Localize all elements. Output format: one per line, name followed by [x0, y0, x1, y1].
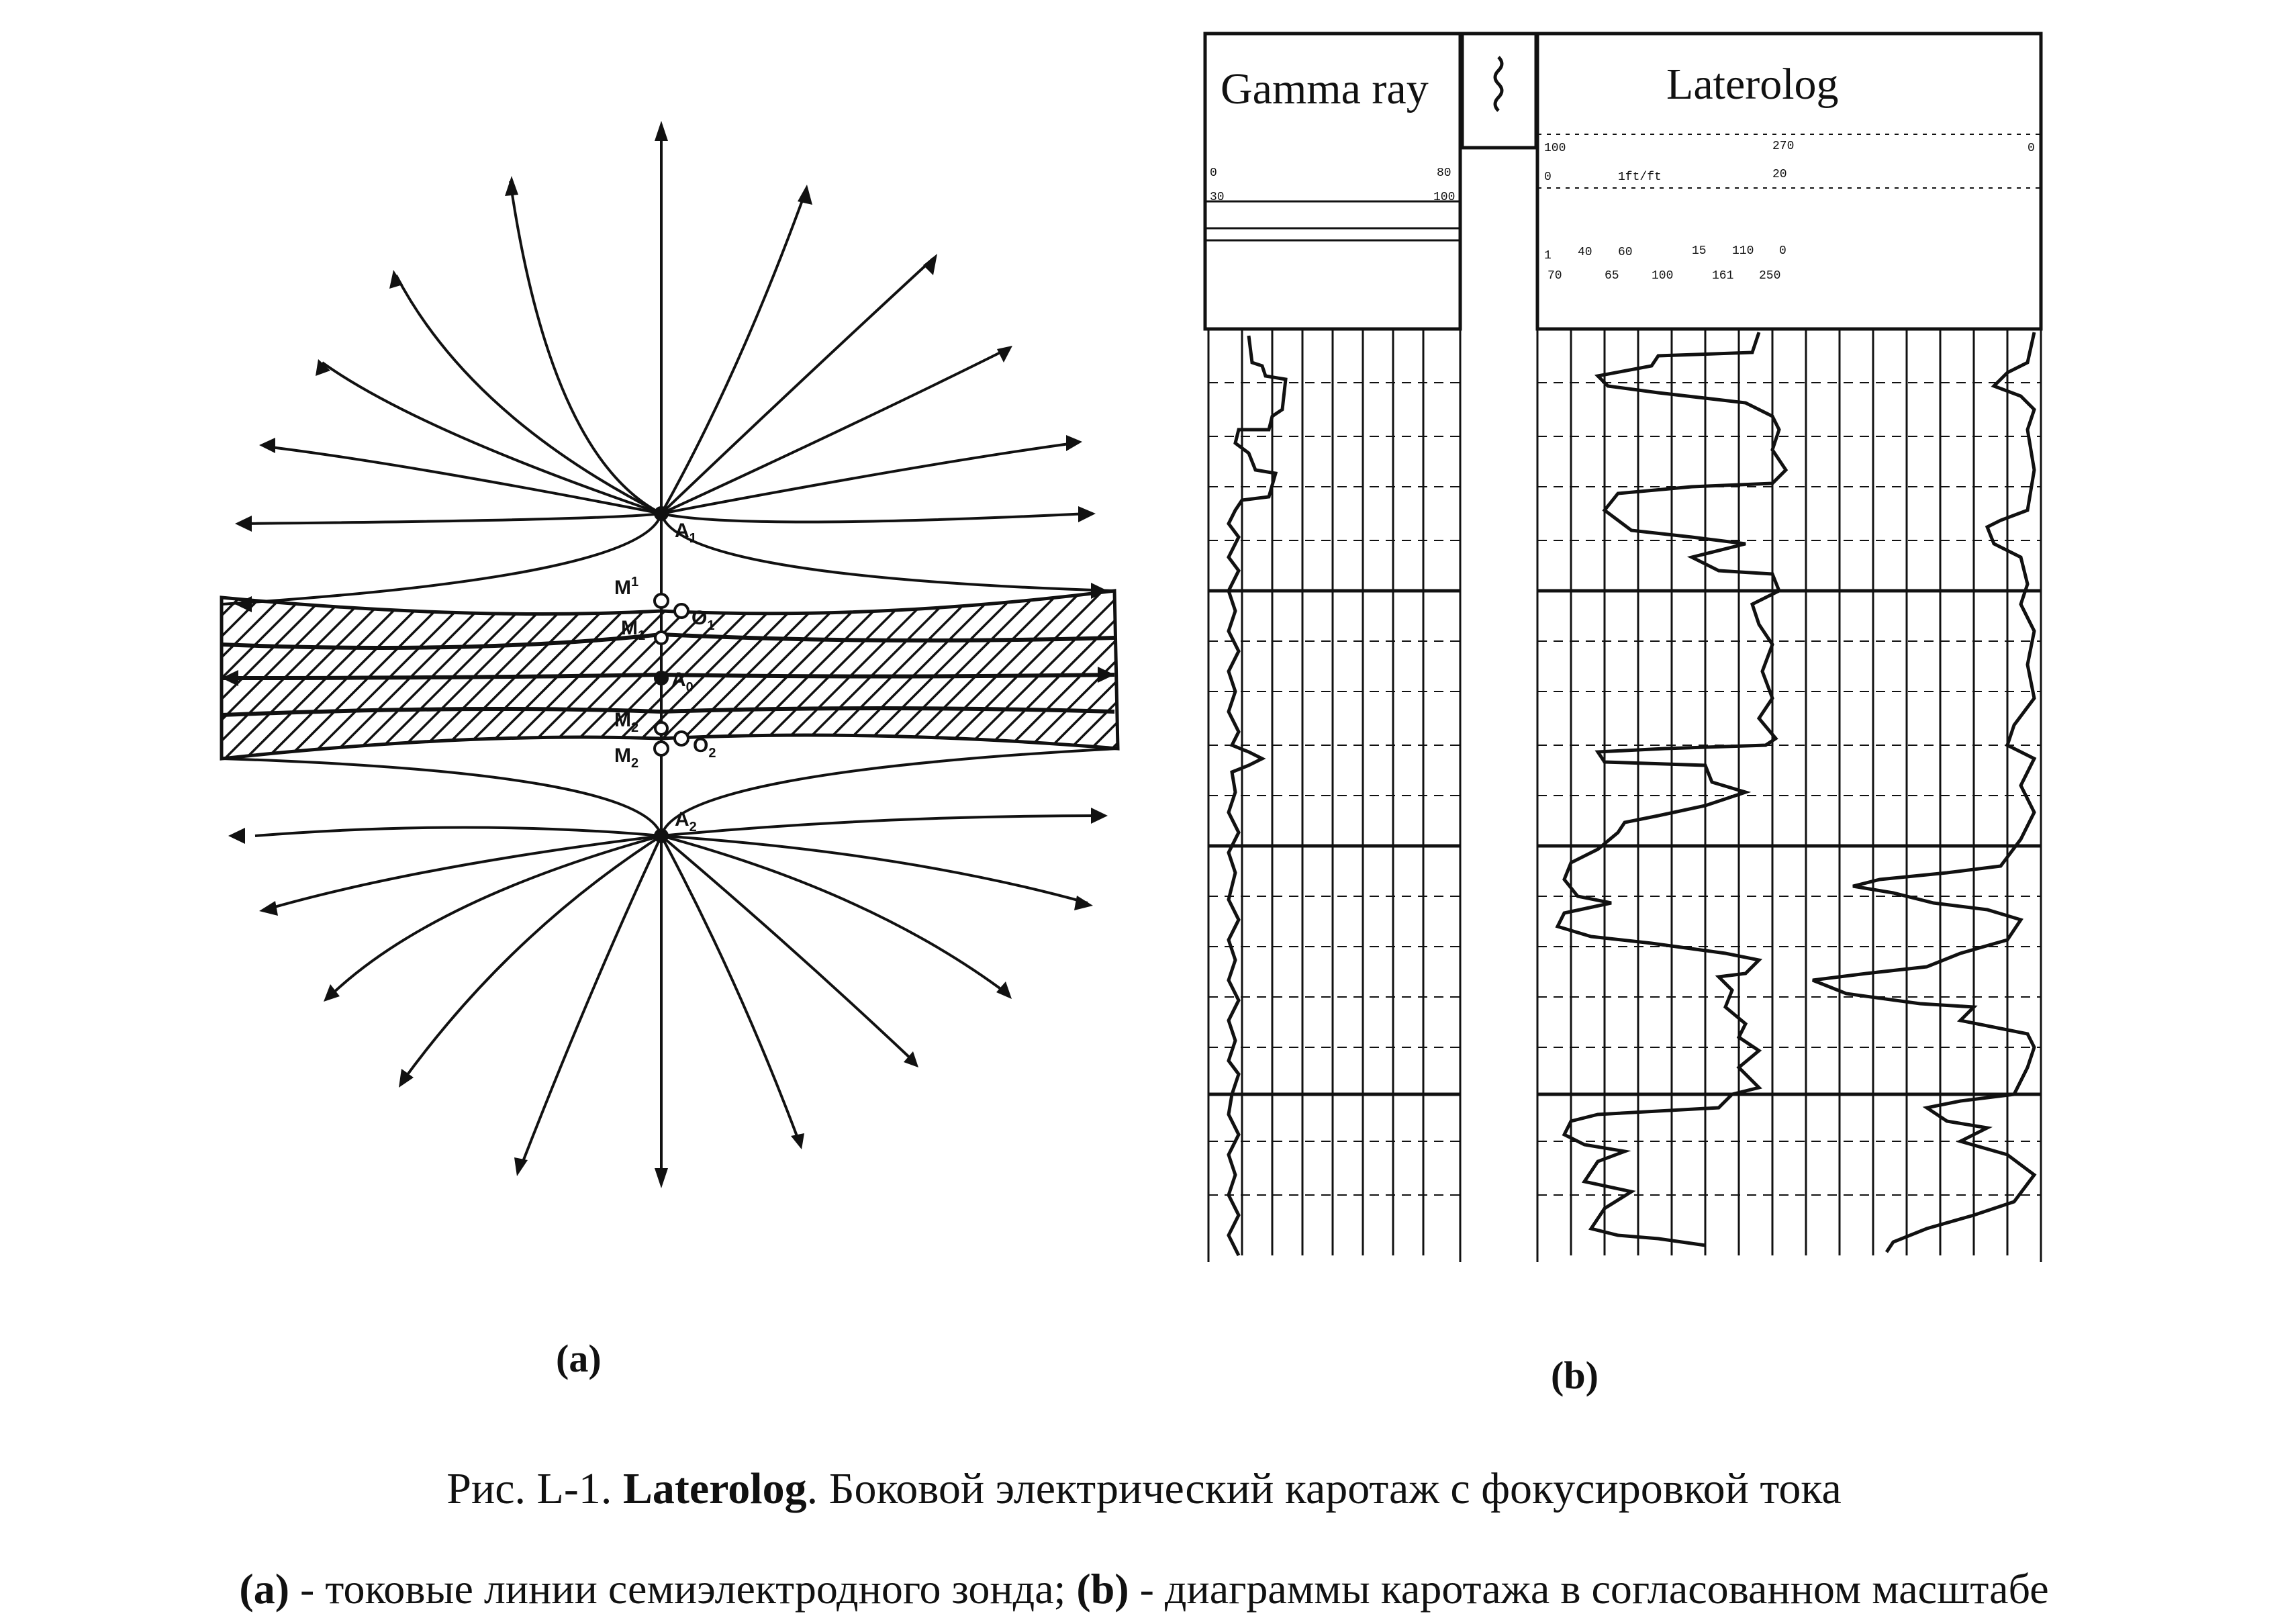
electrode-a0 — [655, 672, 667, 684]
laterolog-scale-text — [1544, 140, 2035, 283]
electrode-a1 — [655, 508, 667, 520]
gamma-ray-track-title: Gamma ray — [1221, 64, 1429, 113]
caption-text: . Боковой электрический каротаж с фокусировкой тока — [806, 1464, 1842, 1513]
label-o1: $O_1$ — [692, 607, 715, 633]
ll-tick2-5: 250 — [1759, 269, 1781, 283]
ll-tick-5: 110 — [1732, 244, 1754, 258]
gr-scale-left1: 0 — [1210, 166, 1217, 180]
a2-current-lines — [222, 749, 1118, 1168]
laterolog-track-minor — [1537, 383, 2041, 1195]
caption-bold: Laterolog — [622, 1464, 807, 1513]
ll-tick-4: 15 — [1692, 244, 1707, 258]
label-m1: $M_1$ — [621, 617, 646, 643]
panel-a-label: (a) — [556, 1337, 602, 1380]
gr-scale-right1: 80 — [1437, 166, 1451, 180]
label-m1-prime: $M^1$ — [614, 575, 639, 599]
ll-mid-v2: 1ft/ft — [1618, 171, 1662, 184]
a1-current-lines — [222, 181, 1114, 604]
electrode-m2-prime — [655, 742, 668, 755]
caption-prefix: Рис. L-1. — [446, 1464, 623, 1513]
laterolog-track-title: Laterolog — [1666, 60, 1839, 109]
electrode-o1 — [675, 604, 688, 618]
subcaption-a-text: - токовые линии семиэлектродного зонда; — [289, 1565, 1077, 1613]
ll-top-v3: 0 — [2028, 142, 2035, 155]
subcaption-b-label: (b) — [1076, 1565, 1129, 1613]
label-a2: $A_2$ — [675, 808, 697, 834]
panel-b-log — [1205, 34, 2041, 1262]
electrode-o2 — [675, 732, 688, 745]
label-m2: $M_2$ — [614, 709, 639, 735]
electrode-a2 — [655, 830, 667, 842]
ll-top-v1: 100 — [1544, 142, 1566, 155]
ll-tick-1: 1 — [1544, 249, 1552, 262]
ll-mid-v1: 0 — [1544, 171, 1552, 184]
ll-tick-3: 60 — [1618, 246, 1633, 259]
label-a0: $A_0$ — [671, 669, 694, 695]
laterolog-curve-2 — [1813, 332, 2034, 1252]
ll-tick-6: 0 — [1779, 244, 1786, 258]
ll-tick2-1: 70 — [1547, 269, 1562, 283]
figure-caption — [0, 1464, 2288, 1515]
ll-tick2-2: 65 — [1605, 269, 1619, 283]
label-a1: $A_1$ — [675, 520, 697, 546]
ll-tick2-3: 100 — [1652, 269, 1674, 283]
depth-header-box — [1462, 34, 1536, 148]
gr-scale-right2: 100 — [1433, 191, 1456, 204]
panel-a-diagram — [222, 121, 1118, 1188]
label-o2: $O_2$ — [693, 734, 716, 761]
electrode-m2 — [655, 722, 667, 734]
gamma-scale-text — [1210, 166, 1455, 204]
ll-tick2-4: 161 — [1712, 269, 1734, 283]
label-m2-prime: $M_2$ — [614, 745, 639, 771]
depth-symbol — [1495, 57, 1502, 111]
figure-subcaption — [0, 1564, 2288, 1614]
gr-scale-left2: 30 — [1210, 191, 1225, 204]
electrode-m1-prime — [655, 594, 668, 608]
subcaption-a-label: (a) — [239, 1565, 289, 1613]
ll-top-v2: 270 — [1772, 140, 1795, 153]
ll-mid-v3: 20 — [1772, 168, 1787, 181]
panel-b-label: (b) — [1551, 1353, 1599, 1397]
electrode-m1 — [655, 632, 667, 644]
ll-tick-2: 40 — [1578, 246, 1592, 259]
subcaption-b-text: - диаграммы каротажа в согласованном масштабе — [1129, 1565, 2049, 1613]
